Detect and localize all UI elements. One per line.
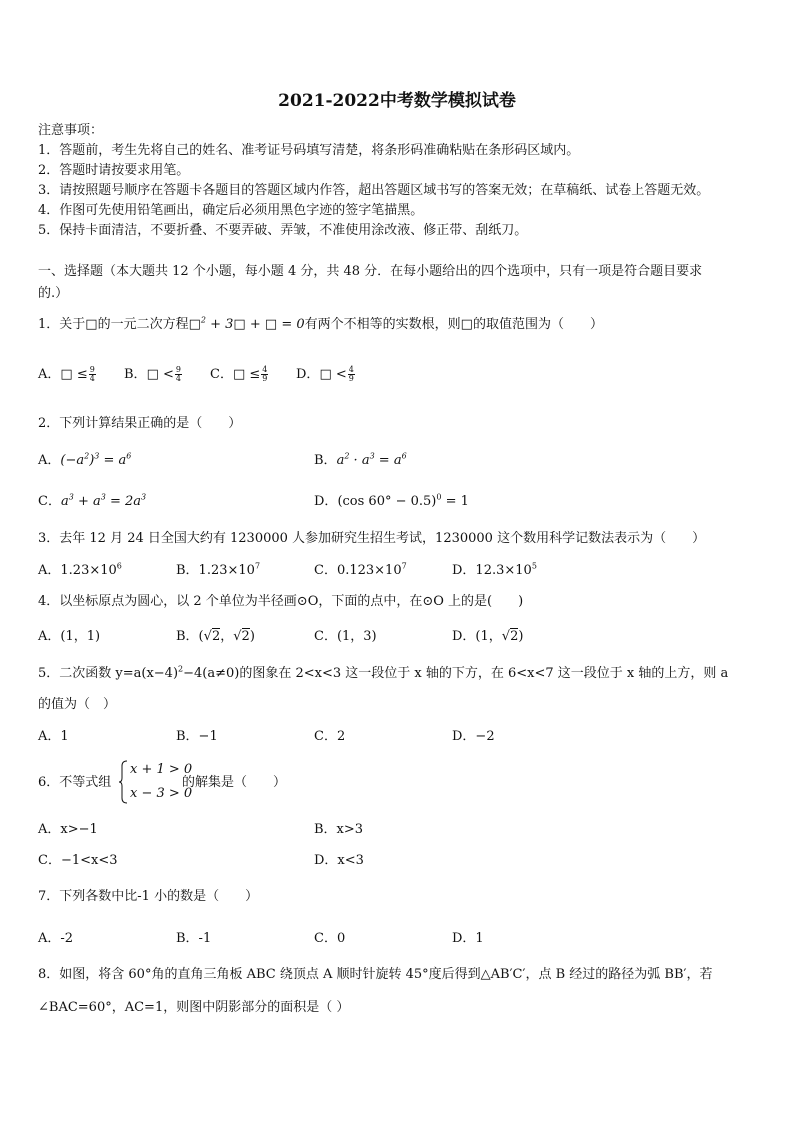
radicand: 2 bbox=[510, 629, 519, 644]
notice-item: 5．保持卡面清洁，不要折叠、不要弄破、弄皱，不准使用涂改液、修正带、刮纸刀。 bbox=[38, 223, 528, 238]
exponent: 3 bbox=[94, 451, 100, 461]
exponent: 2 bbox=[344, 451, 350, 461]
q2-option-a[interactable] bbox=[38, 452, 131, 470]
expr-part: · a bbox=[349, 453, 370, 468]
expr-part: ) bbox=[89, 453, 95, 468]
q3-option-a[interactable] bbox=[38, 562, 122, 580]
fraction bbox=[175, 366, 182, 383]
page-title: 2021-2022中考数学模拟试卷 bbox=[278, 91, 516, 111]
fraction bbox=[261, 366, 268, 383]
q1-option-d[interactable] bbox=[296, 366, 356, 384]
option-label: B． bbox=[314, 453, 337, 468]
q1-equation bbox=[189, 317, 305, 332]
option-label: A． bbox=[38, 367, 61, 382]
expr-part: = a bbox=[99, 453, 127, 468]
q7-option-a[interactable]: A．-2 bbox=[38, 931, 74, 946]
question-2-stem: 2．下列计算结果正确的是（ ） bbox=[38, 416, 242, 431]
expr-part: + a bbox=[73, 494, 101, 509]
question-5-stem-line2: 的值为（ ） bbox=[38, 697, 117, 712]
notice-item: 4．作图可先使用铅笔画出，确定后必须用黑色字迹的签字笔描黑。 bbox=[38, 203, 424, 218]
exponent: 6 bbox=[401, 451, 407, 461]
q1-option-a[interactable] bbox=[38, 366, 97, 384]
numerator: 9 bbox=[175, 365, 181, 374]
question-5-stem-line1 bbox=[38, 665, 728, 683]
question-6-pre: 6．不等式组 bbox=[38, 775, 112, 790]
relation: < bbox=[335, 367, 347, 382]
exponent: 7 bbox=[254, 561, 261, 571]
option-text: C．0.123×10 bbox=[314, 563, 402, 578]
q2-option-d[interactable] bbox=[314, 493, 469, 511]
section-heading-line1: 一、选择题（本大题共 12 个小题，每小题 4 分，共 48 分．在每小题给出的四个选项中，只有一项是符合题目要求 bbox=[38, 264, 703, 279]
q5-text: 5．二次函数 y=a(x−4) bbox=[38, 666, 179, 681]
exponent: 3 bbox=[141, 492, 147, 502]
q1-option-b[interactable] bbox=[124, 366, 183, 384]
q5-option-b[interactable]: B．−1 bbox=[176, 729, 218, 744]
placeholder-glyph: □ bbox=[232, 367, 246, 382]
exponent: 7 bbox=[401, 561, 407, 571]
eq-term: + 3 bbox=[205, 317, 234, 332]
relation: ≤ bbox=[249, 367, 261, 382]
question-7-stem: 7．下列各数中比-1 小的数是（ ） bbox=[38, 889, 259, 904]
exponent: 3 bbox=[100, 492, 106, 502]
denominator: 4 bbox=[89, 374, 95, 383]
radicand: 2 bbox=[241, 629, 250, 644]
sqrt-icon: √ bbox=[233, 629, 242, 644]
numerator: 9 bbox=[89, 365, 95, 374]
expr-part: (−a bbox=[60, 453, 85, 468]
numerator: 4 bbox=[348, 365, 354, 374]
option-text: B．1.23×10 bbox=[176, 563, 255, 578]
q2-option-b[interactable] bbox=[314, 452, 407, 470]
expr-part: = 1 bbox=[441, 494, 469, 509]
expr-part: a bbox=[336, 453, 345, 468]
q5-option-a[interactable]: A．1 bbox=[38, 729, 69, 744]
notice-item: 2．答题时请按要求用笔。 bbox=[38, 163, 190, 178]
placeholder-glyph: □ bbox=[85, 317, 98, 332]
eq-term: = 0 bbox=[277, 317, 305, 332]
section-heading-line2: 的.） bbox=[38, 286, 69, 301]
exponent: 2 bbox=[84, 451, 90, 461]
fraction bbox=[348, 366, 355, 383]
placeholder-glyph: □ bbox=[264, 317, 278, 332]
denominator: 9 bbox=[262, 374, 268, 383]
q2-expr-d bbox=[337, 494, 468, 509]
option-text: ， bbox=[220, 629, 234, 644]
question-8-stem-line1: 8．如图，将含 60°角的直角三角板 ABC 绕顶点 A 顺时针旋转 45°度后得到△AB′C′，点 B 经过的路径为弧 BB′，若 bbox=[38, 967, 713, 982]
q5-text: −4(a≠0)的图象在 2<x<3 这一段位于 x 轴的下方，在 6<x<7 这一段位于 x 轴的上方，则 a bbox=[183, 666, 729, 681]
fraction bbox=[89, 366, 96, 383]
q6-option-b[interactable]: B．x>3 bbox=[314, 822, 364, 837]
option-text: ) bbox=[518, 629, 524, 644]
question-3-stem: 3．去年 12 月 24 日全国大约有 1230000 人参加研究生招生考试，1230000 这个数用科学记数法表示为（ ） bbox=[38, 531, 706, 546]
option-label: D． bbox=[314, 494, 338, 509]
q4-option-a[interactable]: A．(1，1) bbox=[38, 629, 101, 644]
expr-part: = a bbox=[374, 453, 402, 468]
denominator: 9 bbox=[348, 374, 354, 383]
q2-expr-c bbox=[61, 494, 146, 509]
option-text: D．12.3×10 bbox=[452, 563, 532, 578]
q6-option-c[interactable]: C．−1<x<3 bbox=[38, 853, 118, 868]
sqrt-icon: √ bbox=[501, 629, 511, 644]
relation: ≤ bbox=[76, 367, 88, 382]
expr-part: = 2a bbox=[105, 494, 142, 509]
q6-option-a[interactable]: A．x>−1 bbox=[38, 822, 98, 837]
q4-option-d[interactable] bbox=[452, 628, 523, 646]
relation: < bbox=[163, 367, 174, 382]
placeholder-glyph: □ bbox=[60, 367, 73, 382]
placeholder-glyph: □ bbox=[146, 367, 159, 382]
exponent: 5 bbox=[531, 561, 537, 571]
placeholder-glyph: □ bbox=[319, 367, 332, 382]
q7-option-d[interactable]: D．1 bbox=[452, 931, 484, 946]
placeholder-glyph: □ bbox=[460, 317, 473, 332]
eq-term: + bbox=[245, 317, 265, 332]
q1-text: 有两个不相等的实数根，则 bbox=[304, 317, 461, 332]
q2-expr-a bbox=[60, 453, 131, 468]
option-text: B．( bbox=[176, 629, 204, 644]
system-line-2: x − 3 > 0 bbox=[130, 786, 193, 801]
numerator: 4 bbox=[262, 365, 268, 374]
q7-option-b[interactable]: B．-1 bbox=[176, 931, 212, 946]
q7-option-c[interactable]: C．0 bbox=[314, 931, 346, 946]
q4-option-c[interactable]: C．(1，3) bbox=[314, 629, 377, 644]
option-label: C． bbox=[210, 367, 233, 382]
q3-option-d[interactable] bbox=[452, 562, 537, 580]
denominator: 4 bbox=[175, 374, 181, 383]
placeholder-glyph: □ bbox=[188, 317, 201, 332]
q2-option-c[interactable] bbox=[38, 493, 146, 511]
expr-part: (cos 60° − 0.5) bbox=[337, 494, 437, 509]
option-label: A． bbox=[38, 453, 61, 468]
notice-heading: 注意事项： bbox=[38, 123, 104, 138]
option-label: C． bbox=[38, 494, 61, 509]
exponent: 3 bbox=[68, 492, 74, 502]
question-8-stem-line2: ∠BAC=60°，AC=1，则图中阴影部分的面积是（ ） bbox=[38, 1000, 350, 1015]
q5-option-c[interactable]: C．2 bbox=[314, 729, 346, 744]
q6-option-d[interactable]: D．x<3 bbox=[314, 853, 364, 868]
placeholder-glyph: □ bbox=[233, 317, 246, 332]
question-4-stem: 4．以坐标原点为圆心，以 2 个单位为半径画⊙O，下面的点中，在⊙O 上的是( ) bbox=[38, 594, 524, 609]
q1-text: 的取值范围为（ ） bbox=[472, 317, 603, 332]
q3-option-c[interactable] bbox=[314, 562, 407, 580]
q4-option-b[interactable] bbox=[176, 628, 255, 646]
notice-item: 3．请按照题号顺序在答题卡各题目的答题区域内作答，超出答题区域书写的答案无效；在草稿纸、试卷上答题无效。 bbox=[38, 183, 710, 198]
q5-option-d[interactable]: D．−2 bbox=[452, 729, 495, 744]
option-text: ) bbox=[249, 629, 255, 644]
q1-option-c[interactable] bbox=[210, 366, 269, 384]
exponent: 2 bbox=[178, 664, 184, 674]
option-text: A．1.23×10 bbox=[38, 563, 117, 578]
option-label: D． bbox=[296, 367, 320, 382]
exponent: 6 bbox=[126, 451, 132, 461]
system-line-1: x + 1 > 0 bbox=[130, 762, 193, 777]
exponent: 2 bbox=[200, 315, 206, 325]
exponent: 6 bbox=[116, 561, 122, 571]
option-label: B． bbox=[124, 367, 147, 382]
question-6-post: 的解集是（ ） bbox=[182, 775, 287, 790]
question-1-stem bbox=[38, 316, 603, 334]
radicand: 2 bbox=[211, 629, 221, 644]
option-text: D．(1， bbox=[452, 629, 502, 644]
expr-part: a bbox=[60, 494, 69, 509]
brace-icon bbox=[118, 760, 128, 804]
notice-item: 1．答题前，考生先将自己的姓名、准考证号码填写清楚，将条形码准确粘贴在条形码区域内。 bbox=[38, 143, 580, 158]
q2-expr-b bbox=[337, 453, 407, 468]
q1-text: 1．关于 bbox=[38, 317, 86, 332]
exponent: 3 bbox=[369, 451, 375, 461]
q1-text: 的一元二次方程 bbox=[97, 317, 189, 332]
q3-option-b[interactable] bbox=[176, 562, 260, 580]
sqrt-icon: √ bbox=[203, 629, 212, 644]
exponent: 0 bbox=[436, 492, 442, 502]
